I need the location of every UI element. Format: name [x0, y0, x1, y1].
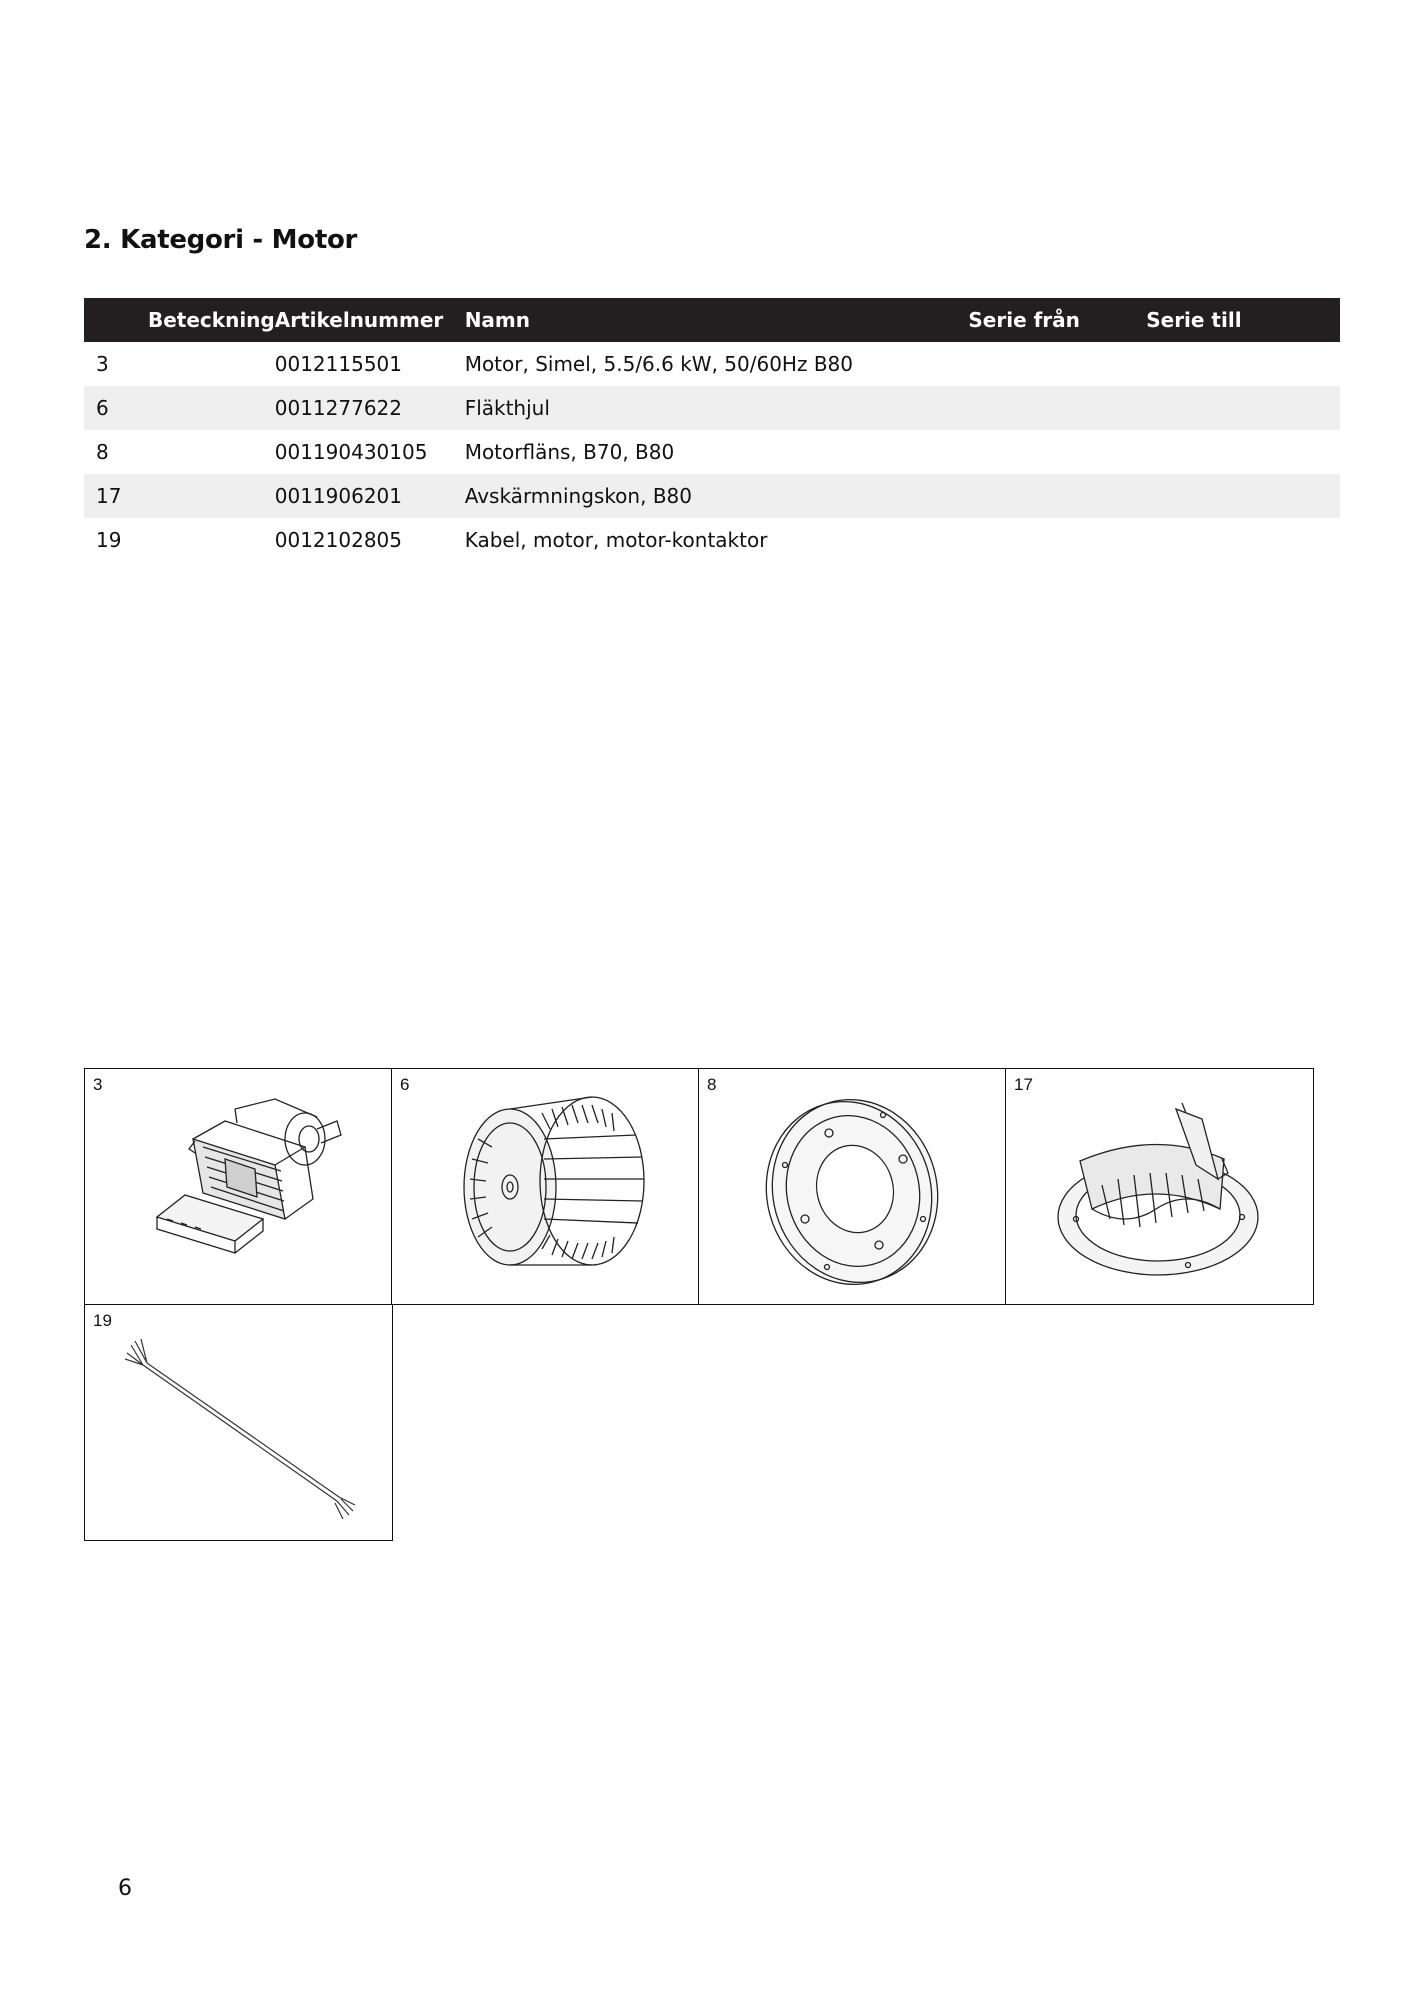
cell-beteckning: 8 [96, 440, 109, 464]
figure-cell-fan-wheel [391, 1068, 700, 1305]
figure-label: 8 [707, 1075, 717, 1094]
cell-artikelnummer: 001190430105 [274, 440, 428, 464]
cell-namn: Fläkthjul [465, 386, 969, 430]
page-title: 2. Kategori - Motor [84, 225, 358, 255]
header-artikelnummer: Artikelnummer [275, 298, 465, 342]
figure-cell-motor-flange [698, 1068, 1007, 1305]
cell-serie-fran [968, 474, 1146, 518]
cell-namn: Motor, Simel, 5.5/6.6 kW, 50/60Hz B80 [464, 352, 853, 376]
header-beteckning: Beteckning [84, 298, 275, 342]
cell-serie-till [1146, 518, 1340, 562]
table-row [84, 474, 1340, 518]
cell-serie-fran [968, 386, 1146, 430]
figure-cell-motor [84, 1068, 393, 1305]
cell-namn: Motorfläns, B70, B80 [464, 440, 675, 464]
table-row [84, 342, 1340, 386]
cell-beteckning: 3 [96, 352, 109, 376]
cell-namn: Kabel, motor, motor-kontaktor [464, 528, 768, 552]
table-header-row [84, 298, 1340, 342]
table-row [84, 386, 1340, 430]
cell-beteckning: 6 [84, 386, 275, 430]
figure-cell-shield-cone [1005, 1068, 1314, 1305]
table-row [84, 430, 1340, 474]
fan-wheel-drawing-icon [392, 1069, 698, 1303]
cell-serie-till [1146, 474, 1340, 518]
cell-beteckning: 17 [84, 474, 275, 518]
figure-label: 6 [400, 1075, 410, 1094]
table-row [84, 518, 1340, 562]
cell-serie-till [1146, 386, 1340, 430]
figure-cell-cable [84, 1304, 393, 1541]
cell-artikelnummer: 0011906201 [275, 474, 465, 518]
cell-beteckning: 19 [96, 528, 122, 552]
cell-serie-till [1146, 430, 1340, 474]
cell-serie-fran [968, 518, 1146, 562]
figure-label: 3 [93, 1075, 103, 1094]
shield-cone-drawing-icon [1006, 1069, 1312, 1303]
page-number: 6 [118, 1876, 132, 1901]
figure-label: 19 [93, 1311, 112, 1330]
parts-table [84, 298, 1340, 562]
header-serie-till: Serie till [1146, 298, 1340, 342]
cable-drawing-icon [85, 1305, 391, 1539]
header-serie-fran: Serie från [968, 298, 1146, 342]
cell-namn: Avskärmningskon, B80 [465, 474, 969, 518]
motor-drawing-icon [85, 1069, 391, 1303]
motor-flange-drawing-icon [699, 1069, 1005, 1303]
cell-serie-till [1146, 342, 1340, 386]
cell-artikelnummer: 0012102805 [274, 528, 402, 552]
cell-artikelnummer: 0011277622 [275, 386, 465, 430]
cell-serie-fran [968, 342, 1146, 386]
cell-artikelnummer: 0012115501 [274, 352, 402, 376]
figure-label: 17 [1014, 1075, 1033, 1094]
cell-serie-fran [968, 430, 1146, 474]
header-namn: Namn [465, 298, 969, 342]
